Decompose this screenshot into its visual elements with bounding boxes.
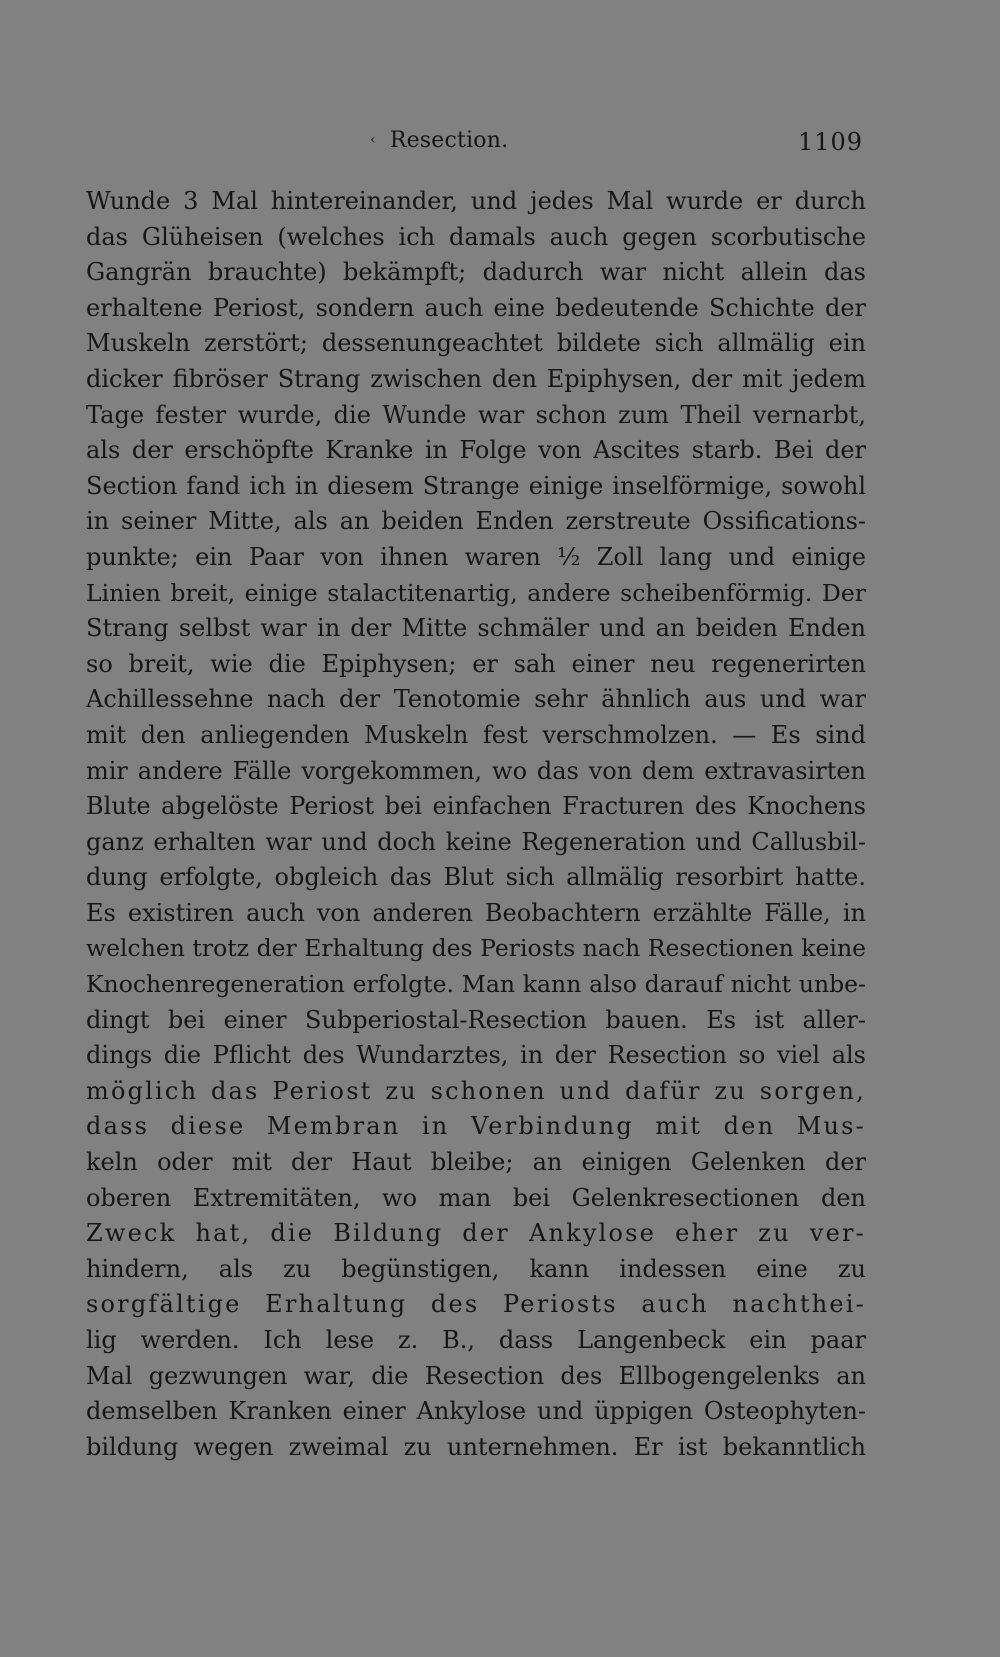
- text-line: Blute abgelöste Periost bei einfachen Fracturen des Knochens: [86, 792, 866, 821]
- text-line: ganz erhalten war und doch keine Regeneration und Callusbil-: [86, 827, 866, 856]
- body-text: [86, 184, 866, 1465]
- text-line: mit den anliegenden Muskeln fest verschmolzen. — Es sind: [86, 720, 866, 749]
- text-line: dung erfolgte, obgleich das Blut sich allmälig resorbirt hatte.: [86, 863, 866, 892]
- text-line: möglich das Periost zu schonen und dafür zu sorgen,: [86, 1076, 866, 1105]
- page-number: 1109: [798, 128, 864, 156]
- text-line: Strang selbst war in der Mitte schmäler und an beiden Enden: [86, 614, 866, 643]
- text-line: Es existiren auch von anderen Beobachtern erzählte Fälle, in: [86, 898, 866, 927]
- text-line: keln oder mit der Haut bleibe; an einigen Gelenken der: [86, 1148, 866, 1177]
- text-line: Mal gezwungen war, die Resection des Ellbogengelenks an: [86, 1361, 866, 1390]
- text-line: welchen trotz der Erhaltung des Periosts nach Resectionen keine: [86, 934, 866, 963]
- text-line: lig werden. Ich lese z. B., dass Langenbeck ein paar: [86, 1326, 866, 1354]
- text-line: bildung wegen zweimal zu unternehmen. Er ist bekanntlich: [86, 1432, 866, 1461]
- text-line: dingt bei einer Subperiostal-Resection bauen. Es ist aller-: [86, 1005, 866, 1034]
- text-line: dass diese Membran in Verbindung mit den Mus-: [86, 1112, 866, 1141]
- text-line: Section fand ich in diesem Strange einige inselförmige, sowohl: [86, 471, 866, 500]
- text-line: als der erschöpfte Kranke in Folge von Ascites starb. Bei der: [86, 436, 866, 465]
- text-line: dings die Pflicht des Wundarztes, in der Resection so viel als: [86, 1041, 866, 1070]
- text-line: so breit, wie die Epiphysen; er sah einer neu regenerirten: [86, 649, 866, 678]
- text-line: mir andere Fälle vorgekommen, wo das von dem extravasirten: [86, 756, 866, 785]
- running-title: Resection.: [389, 128, 509, 153]
- text-line: demselben Kranken einer Ankylose und üppigen Osteophyten-: [86, 1397, 866, 1426]
- text-line: hindern, als zu begünstigen, kann indessen eine zu: [86, 1254, 866, 1283]
- running-head: [370, 128, 508, 153]
- text-line: sorgfältige Erhaltung des Periosts auch nachthei-: [86, 1290, 866, 1319]
- text-line: oberen Extremitäten, wo man bei Gelenkresectionen den: [86, 1183, 866, 1212]
- text-line: in seiner Mitte, als an beiden Enden zerstreute Ossifications-: [86, 507, 866, 536]
- text-line: erhaltene Periost, sondern auch eine bedeutende Schichte der: [86, 293, 866, 322]
- text-line: Wunde 3 Mal hintereinander, und jedes Mal wurde er durch: [86, 187, 866, 215]
- margin-mark: ‹: [370, 132, 376, 148]
- text-line: Gangrän brauchte) bekämpft; dadurch war nicht allein das: [86, 258, 866, 287]
- text-line: das Glüheisen (welches ich damals auch gegen scorbutische: [86, 222, 866, 251]
- text-line: Achillessehne nach der Tenotomie sehr ähnlich aus und war: [86, 685, 866, 714]
- text-line: Zweck hat, die Bildung der Ankylose eher zu ver-: [86, 1219, 866, 1248]
- text-line: Knochenregeneration erfolgte. Man kann also darauf nicht unbe-: [86, 970, 866, 999]
- text-line: dicker fibröser Strang zwischen den Epiphysen, der mit jedem: [86, 364, 866, 393]
- text-line: Tage fester wurde, die Wunde war schon zum Theil vernarbt,: [86, 400, 866, 429]
- text-line: Linien breit, einige stalactitenartig, andere scheibenförmig. Der: [86, 578, 866, 607]
- text-line: punkte; ein Paar von ihnen waren ½ Zoll lang und einige: [86, 542, 866, 571]
- text-line: Muskeln zerstört; dessenungeachtet bildete sich allmälig ein: [86, 329, 866, 358]
